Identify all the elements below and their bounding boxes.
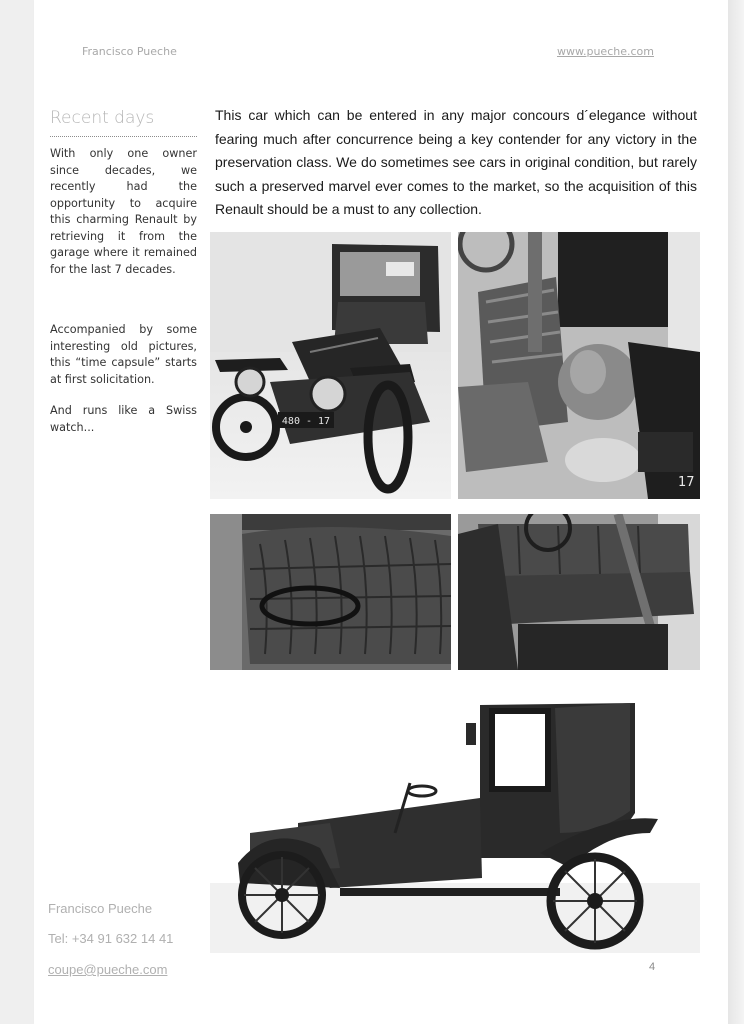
header-website-link[interactable]: www.pueche.com	[557, 45, 654, 58]
header-name: Francisco Pueche	[82, 45, 177, 58]
photo-front-view	[210, 232, 451, 499]
page-number: 4	[649, 961, 656, 973]
sidebar-title: Recent days	[50, 108, 155, 128]
footer-telephone: Tel: +34 91 632 14 41	[48, 931, 174, 946]
engine-plate-number: 17	[678, 475, 695, 490]
sidebar-paragraph-3: And runs like a Swiss watch...	[50, 404, 197, 434]
sidebar-divider	[50, 136, 197, 137]
page-edge	[728, 0, 744, 1024]
sidebar-paragraph-2: Accompanied by some interesting old pictures, this “time capsule” starts at first solicitation.	[50, 323, 197, 386]
footer-name: Francisco Pueche	[48, 901, 153, 916]
front-license-plate: 480 - 17	[281, 416, 331, 427]
photo-leather-seat	[210, 514, 451, 670]
sidebar-paragraph-1: With only one owner since decades, we recently had the opportunity to acquire this charming Renault by retrieving it from the garage where it remained for the last 7 decades.	[50, 147, 197, 276]
footer-email-link[interactable]: coupe@pueche.com	[48, 962, 168, 977]
photo-interior-bench	[458, 514, 700, 670]
photo-side-profile	[210, 683, 700, 953]
photo-engine-bay	[458, 232, 700, 499]
main-description: This car which can be entered in any major concours d´elegance without fearing much after concurrence being a key contender for any victory in the preservation class. We do sometimes see cars in original condition, but rarely such a preserved marvel ever comes to the market, so the acquisition of this Renault should be a must to any collection.	[215, 107, 697, 217]
